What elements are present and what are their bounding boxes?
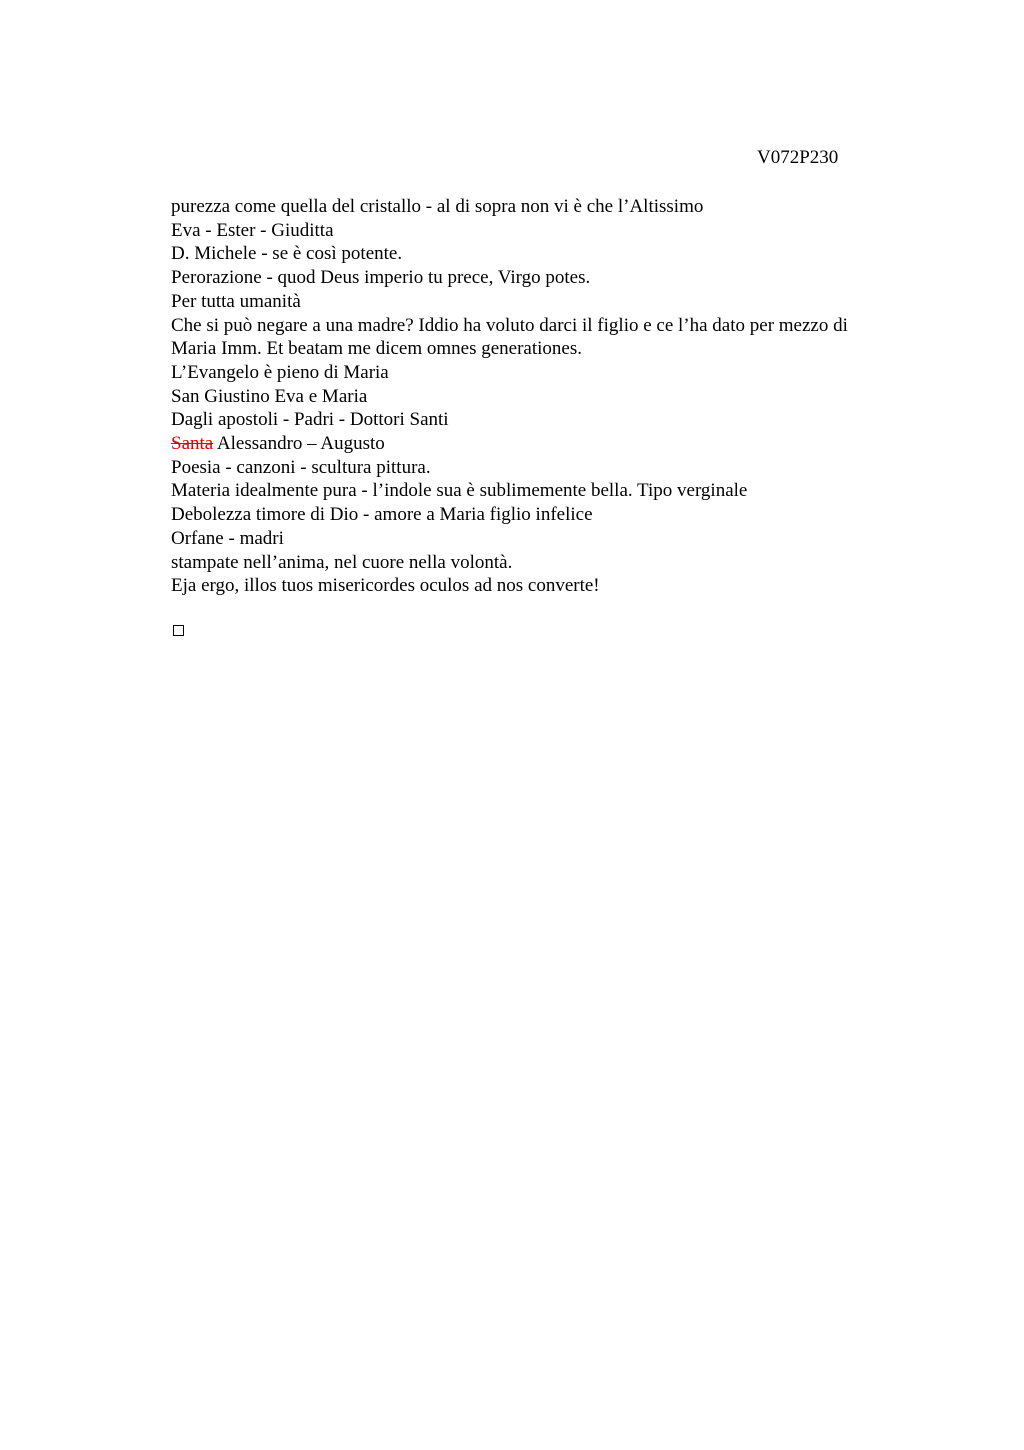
text-line: Poesia - canzoni - scultura pittura. xyxy=(171,456,431,478)
text-line: Debolezza timore di Dio - amore a Maria figlio infelice xyxy=(171,504,593,526)
document-body xyxy=(171,195,931,598)
page-code: V072P230 xyxy=(757,147,839,168)
text-line: L’Evangelo è pieno di Maria xyxy=(171,361,389,383)
text-line: Materia idealmente pura - l’indole sua è sublimemente bella. Tipo verginale xyxy=(171,480,748,502)
text-line: Eva - Ester - Giuditta xyxy=(171,219,334,241)
text-line: purezza come quella del cristallo - al di sopra non vi è che l’Altissimo xyxy=(171,196,704,217)
text-line-with-deletion xyxy=(171,432,931,456)
text-line: Eja ergo, illos tuos misericordes oculos ad nos converte! xyxy=(171,575,600,597)
deleted-word: Santa xyxy=(171,433,214,455)
square-outline-icon xyxy=(173,625,184,636)
text-line: D. Michele - se è così potente. xyxy=(171,243,403,265)
text-line: Per tutta umanità xyxy=(171,290,301,312)
text-line: San Giustino Eva e Maria xyxy=(171,385,368,407)
text-line: Dagli apostoli - Padri - Dottori Santi xyxy=(171,409,449,431)
text-line: Che si può negare a una madre? Iddio ha voluto darci il figlio e ce l’ha dato per mezzo di xyxy=(171,314,848,336)
text-line: stampate nell’anima, nel cuore nella volontà. xyxy=(171,551,513,573)
text-line: Maria Imm. Et beatam me dicem omnes generationes. xyxy=(171,338,582,360)
text-line-rest: Alessandro – Augusto xyxy=(213,433,385,455)
text-line: Orfane - madri xyxy=(171,527,284,549)
text-line: Perorazione - quod Deus imperio tu prece, Virgo potes. xyxy=(171,267,591,289)
